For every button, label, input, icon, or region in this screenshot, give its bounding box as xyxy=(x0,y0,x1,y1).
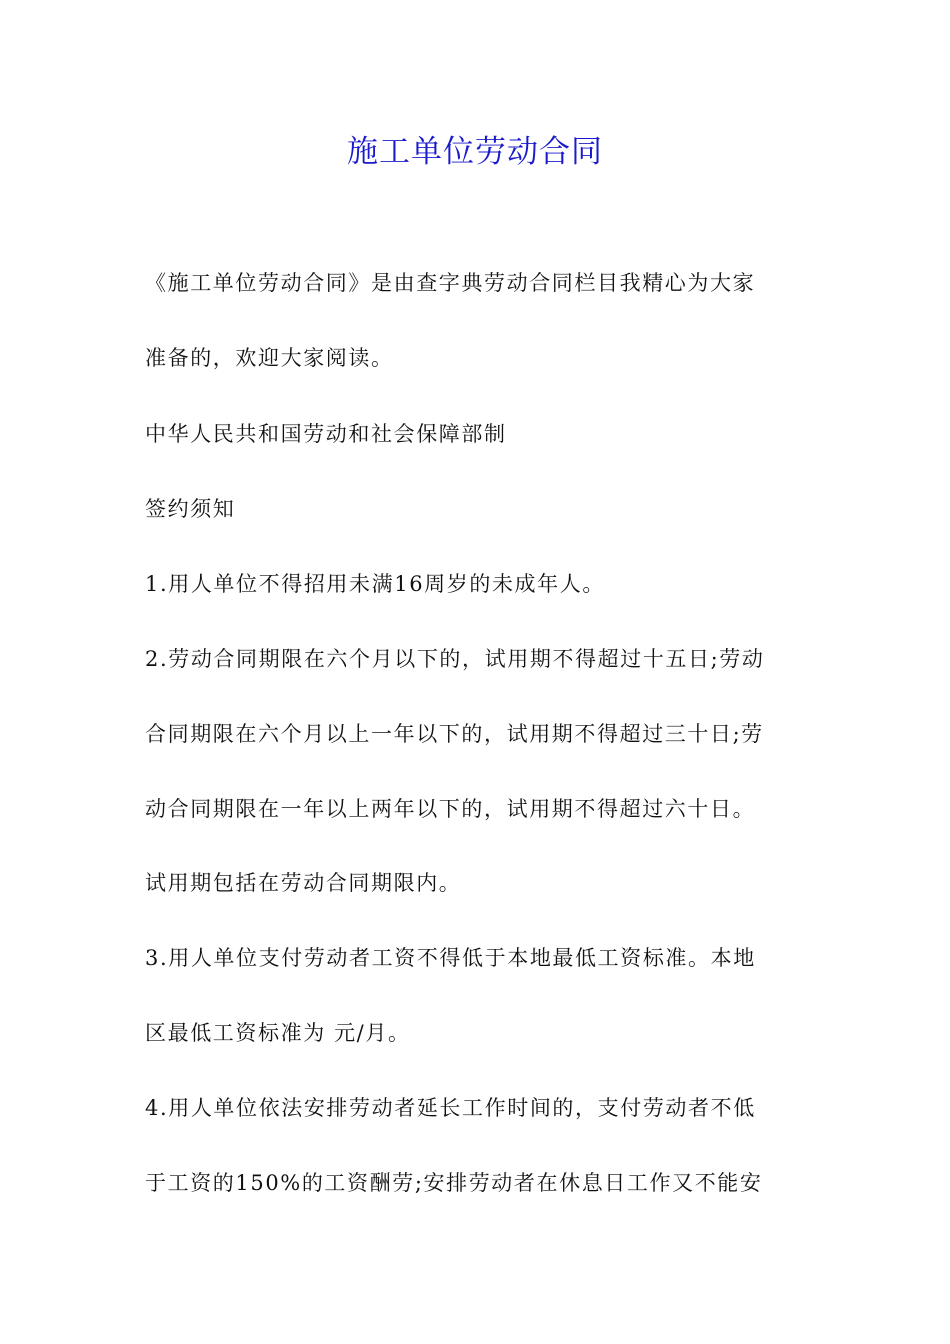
clause-2-line-1: 2.劳动合同期限在六个月以下的，试用期不得超过十五日;劳动 xyxy=(145,647,765,671)
intro-line-1: 《施工单位劳动合同》是由查字典劳动合同栏目我精心为大家 xyxy=(145,271,756,295)
clause-1-line-1: 1.用人单位不得招用未满16周岁的未成年人。 xyxy=(145,572,605,596)
document-title: 施工单位劳动合同 xyxy=(347,134,603,170)
clause-4-line-1: 4.用人单位依法安排劳动者延长工作时间的，支付劳动者不低 xyxy=(145,1096,756,1120)
clause-2-line-4: 试用期包括在劳动合同期限内。 xyxy=(145,871,462,895)
clause-2-line-3: 动合同期限在一年以上两年以下的，试用期不得超过六十日。 xyxy=(145,797,756,821)
clause-3-line-1: 3.用人单位支付劳动者工资不得低于本地最低工资标准。本地 xyxy=(145,946,756,970)
intro-line-2: 准备的，欢迎大家阅读。 xyxy=(145,346,394,370)
clause-2-line-2: 合同期限在六个月以上一年以下的，试用期不得超过三十日;劳 xyxy=(145,722,764,746)
clause-3-line-2: 区最低工资标准为 元/月。 xyxy=(145,1021,411,1045)
clause-4-line-2: 于工资的150%的工资酬劳;安排劳动者在休息日工作又不能安 xyxy=(145,1171,763,1195)
issuer-line: 中华人民共和国劳动和社会保障部制 xyxy=(145,422,507,446)
section-heading: 签约须知 xyxy=(145,497,236,521)
